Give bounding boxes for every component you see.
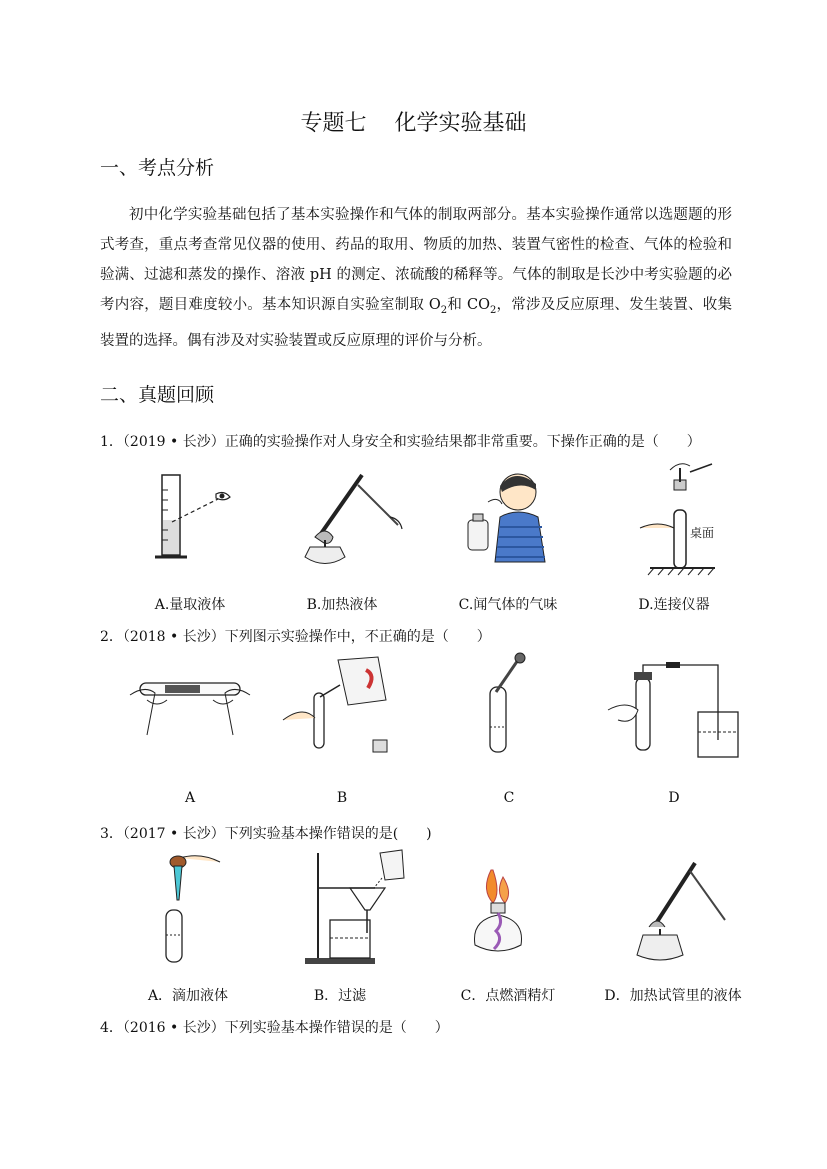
page-title (0, 106, 827, 137)
question-1-stem: 1．（2019 • 长沙）正确的实验操作对人身安全和实验结果都非常重要。下操作正确的是（ ） (100, 434, 701, 450)
analysis-text-2: 和 CO (447, 297, 490, 313)
q2-option-a: A (184, 790, 196, 806)
q1-figure-c (460, 462, 560, 562)
analysis-text-1: 初中化学实验基础包括了基本实验操作和气体的制取两部分。基本实验操作通常以选题题的形式考查，重点考查常见仪器的使用、药品的取用、物质的加热、装置气密性的检查、气体的检验和验满、过滤和蒸发的操作、溶液 pH 的测定、浓硫酸的稀释等。气体的制取是长沙中考实验题的必考内容，题目难度较小。基本知识源自实验室制取 O (100, 207, 732, 313)
q1-option-d: D.连接仪器 (638, 597, 710, 613)
question-3-stem: 3．（2017 • 长沙）下列实验基本操作错误的是( ) (100, 826, 432, 842)
title-main: 专题七 (300, 111, 367, 136)
q1-option-b: B.加热液体 (306, 597, 378, 613)
question-2-stem: 2．（2018 • 长沙）下列图示实验操作中，不正确的是（ ） (100, 629, 491, 645)
co2-subscript: 2 (489, 304, 497, 316)
q1-desk-label: 桌面 (690, 526, 715, 540)
q3-option-d: D．加热试管里的液体 (604, 988, 742, 1004)
q3-option-b: B．过滤 (313, 988, 367, 1004)
q1-figure-b (300, 465, 410, 575)
q2-figure-d (608, 660, 738, 760)
q2-option-b: B (336, 790, 348, 806)
q1-option-c: C.闻气体的气味 (458, 597, 558, 613)
q2-figure-c (480, 652, 540, 757)
q2-option-d: D (668, 790, 680, 806)
section-heading-review: 二、真题回顾 (100, 384, 215, 406)
title-sub: 化学实验基础 (394, 111, 527, 136)
q3-figure-a (150, 850, 230, 965)
q2-option-c: C (503, 790, 515, 806)
q3-figure-b (300, 848, 410, 968)
q2-figure-b (278, 655, 398, 755)
analysis-text-3: ，常涉及反应原理、发生装置、收集装置的选择。偶有涉及对实验装置或反应原理的评价与分析。 (100, 297, 733, 349)
q1-figure-d (630, 460, 730, 575)
q1-option-a: A.量取液体 (154, 597, 226, 613)
q3-figure-c (463, 865, 533, 960)
q2-figure-a (125, 665, 255, 745)
q3-figure-d (625, 855, 735, 965)
q3-option-a: A．滴加液体 (147, 988, 229, 1004)
q1-figure-a (150, 470, 250, 570)
q3-option-c: C．点燃酒精灯 (460, 988, 556, 1004)
o2-subscript: 2 (440, 304, 448, 316)
question-4-stem: 4．（2016 • 长沙）下列实验基本操作错误的是（ ） (100, 1020, 449, 1036)
section-heading-analysis: 一、考点分析 (100, 157, 215, 179)
analysis-paragraph (100, 200, 732, 356)
